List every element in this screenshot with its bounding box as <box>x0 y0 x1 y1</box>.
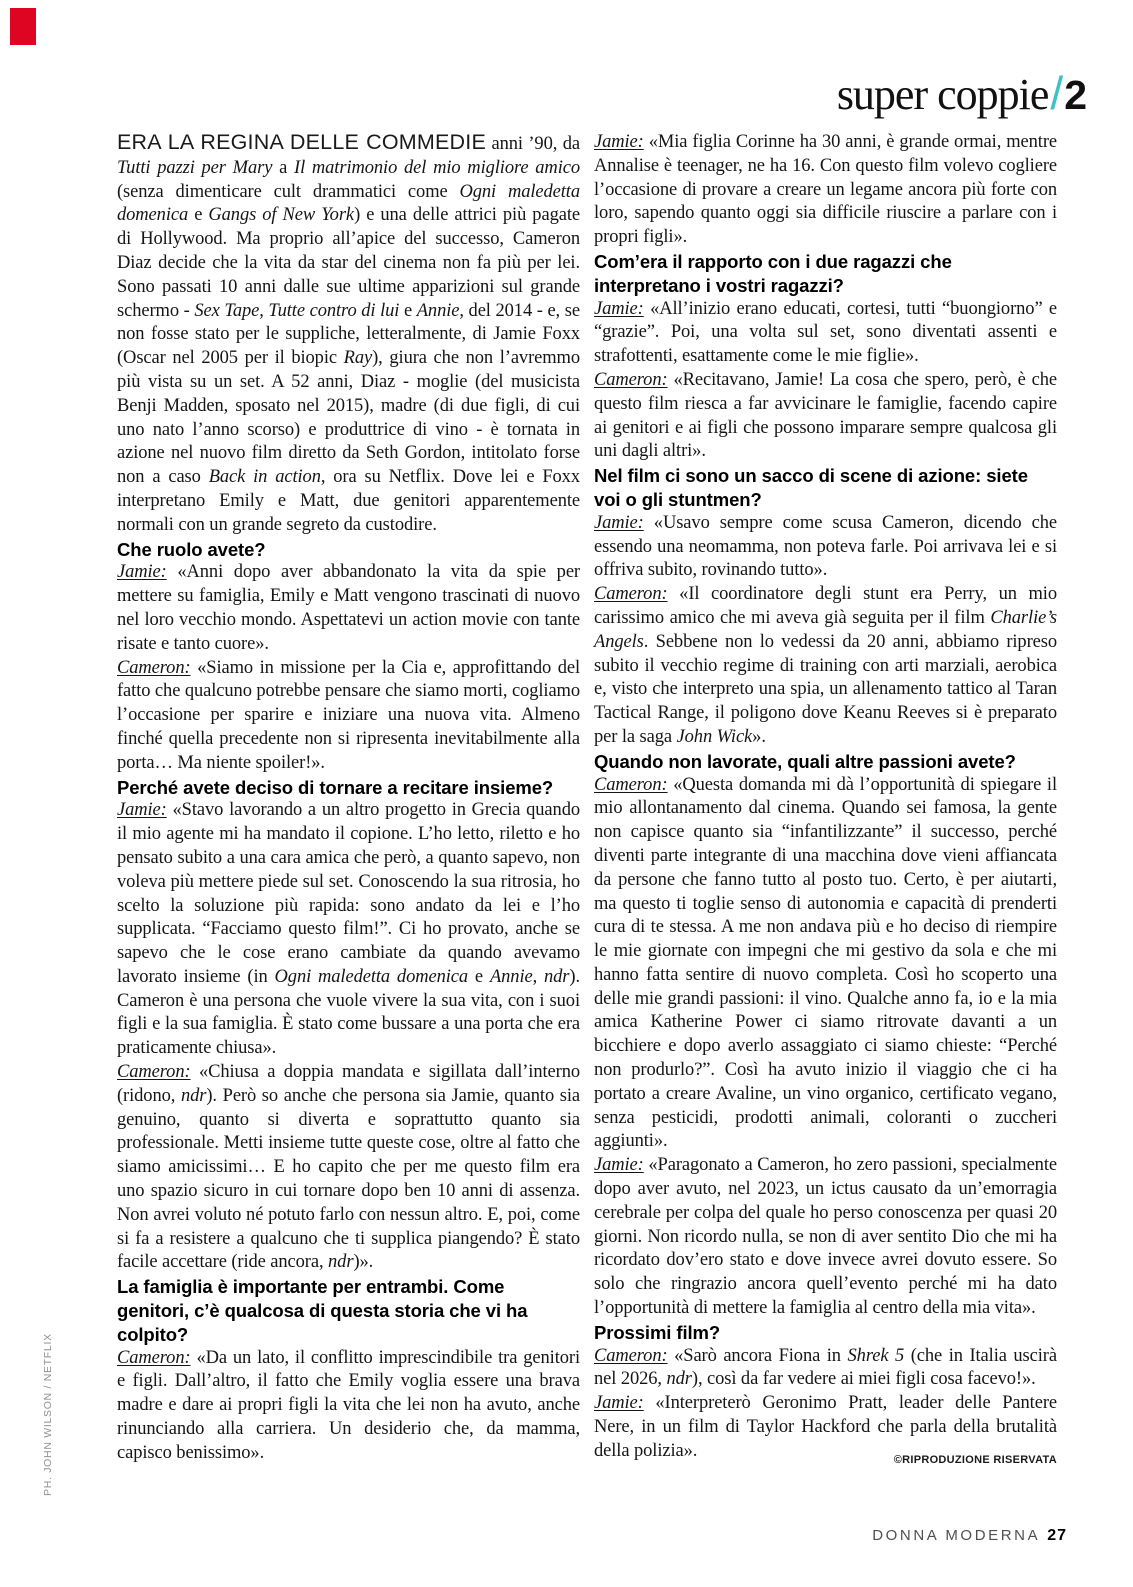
header-title: super coppie <box>836 70 1049 119</box>
interview-answer: Jamie: «All’inizio erano educati, cortesi, tutti “buongiorno” e “grazie”. Poi, una volta sul set, sono diventati assenti e strafottenti, esattamente come le mie figlie». <box>594 298 1057 367</box>
interview-answer: Cameron: «Questa domanda mi dà l’opportunità di spiegare il mio allontanamento dal cinema. Quando sei famosa, la gente non capisce quanto sia “infantilizzante” il successo, perché diventi parte integrante di una macchina dove vieni affiancata da persone che fanno tutto al posto tuo. Certo, è per aiutarti, ma questo ti toglie senso di autonomia e capacità di prenderti cura di te stessa. A me non andava più e ho deciso di riempire le mie giornate con impegni che mi gestivo da sola e che mi hanno fatta sentire di nuovo completa. Così ho scoperto una delle mie grandi passioni: il vino. Qualche anno fa, io e la mia amica Katherine Power ci siamo ritrovate davanti a un bicchiere e dopo averlo assaggiato ci siamo chieste: “Perché non produrlo?”. Così ha avuto inizio il viaggio che ci ha portato a creare Avaline, un vino organico, certificato vegano, senza pesticidi, prodotti animali, coloranti o zuccheri aggiunti». <box>594 774 1057 1152</box>
speaker-name: Jamie: <box>594 298 644 319</box>
article-left-column <box>117 131 580 1473</box>
interview-answer: Cameron: «Il coordinatore degli stunt era Perry, un mio carissimo amico che mi aveva già seguita per il film Charlie’s Angels. Sebbene non lo vedessi da 20 anni, abbiamo ripreso subito il vecchio regime di training con arti marziali, aerobica e, visto che interpreto una spia, un allenamento tattico al Taran Tactical Range, il poligono dove Keanu Reeves si è preparato per la saga John Wick». <box>594 584 1057 747</box>
header-issue-number: 2 <box>1064 72 1087 118</box>
speaker-name: Jamie: <box>594 1155 644 1176</box>
page-footer <box>872 1527 1067 1545</box>
speaker-name: Jamie: <box>594 512 644 533</box>
speaker-name: Jamie: <box>117 800 167 821</box>
article-body <box>117 131 1057 1473</box>
interview-answer: Jamie: «Mia figlia Corinne ha 30 anni, è grande ormai, mentre Annalise è teenager, ne ha 16. Con questo film volevo cogliere l’occasione di provare a creare un legame ancora più forte con loro, sapendo quanto oggi sia difficile riuscire a parlare con i propri figli». <box>594 132 1057 248</box>
interview-question: Perché avete deciso di tornare a recitare insieme? <box>117 776 554 798</box>
interview-answer: Jamie: «Anni dopo aver abbandonato la vita da spie per mettere su famiglia, Emily e Matt vengono trascinati di nuovo nel loro vecchio mondo. Aspettatevi un action movie con tante risate e tanto cuore». <box>117 562 580 654</box>
magazine-name: DONNA MODERNA <box>872 1527 1041 1544</box>
interview-answer: Cameron: «Chiusa a doppia mandata e sigillata dall’interno (ridono, ndr). Però so anche che persona sia Jamie, quanto sia genuino, quanto si diverta e soprattutto quanto sia professionale. Metti insieme tutte queste cose, oltre al fatto che siamo amicissimi… E ho capito che per me questo film era uno spazio sicuro in cui tornare dopo ben 10 anni di assenza. Non avrei voluto né potuto farlo con nessun altro. E, poi, come si fa a resistere a qualcuno che ti supplica piangendo? È stato facile accettare (ride ancora, ndr)». <box>117 1062 581 1273</box>
interview-answer: Jamie: «Paragonato a Cameron, ho zero passioni, specialmente dopo aver avuto, nel 2023, un ictus causato da un’emorragia cerebrale per colpa del quale ho perso conoscenza per quasi 20 giorni. Non ricordo nulla, se non di aver sentito Dio che mi ha ricordato dov’ero stato e dove invece avrei dovuto essere. So solo che ringrazio ancora quell’evento perché mi ha dato l’opportunità di mettere la famiglia al centro della mia vita». <box>594 1155 1057 1319</box>
interview-question: Quando non lavorate, quali altre passioni avete? <box>594 750 1016 772</box>
interview-question: Nel film ci sono un sacco di scene di azione: siete voi o gli stuntmen? <box>594 465 1028 510</box>
interview-question: Com’era il rapporto con i due ragazzi che interpretano i vostri ragazzi? <box>594 250 952 296</box>
interview-answer: Jamie: «Stavo lavorando a un altro progetto in Grecia quando il mio agente mi ha mandato il copione. L’ho letto, riletto e ho pensato subito a una cara amica che però, a quanto sapevo, non voleva più mettere piede sul set. Conoscendo la sua ritrosia, ho scelto la soluzione più rapida: sono andato da lei e l’ho supplicata. “Facciamo questo film!”. Ci ho provato, anche se sapevo che le cose erano cambiate da quando avevamo lavorato insieme (in Ogni maledetta domenica e Annie, ndr). Cameron è una persona che vuole vivere la sua vita, con i suoi figli e la sua famiglia. È stato come bussare a una porta che era praticamente chiusa». <box>117 800 580 1059</box>
speaker-name: Jamie: <box>594 1393 644 1414</box>
section-corner-mark <box>10 8 36 45</box>
interview-question: Prossimi film? <box>594 1321 721 1343</box>
page-number: 27 <box>1047 1527 1067 1544</box>
speaker-name: Jamie: <box>117 562 167 583</box>
speaker-name: Cameron: <box>594 584 668 605</box>
interview-answer: Jamie: «Usavo sempre come scusa Cameron, dicendo che essendo una neomamma, non poteva farle. Poi arrivava lei e si offriva subito, rovinando tutto». <box>594 512 1057 581</box>
speaker-name: Cameron: <box>117 657 191 678</box>
photo-credit: PH. JOHN WILSON / NETFLIX <box>42 1333 54 1496</box>
intro-paragraph: ERA LA REGINA DELLE COMMEDIE anni ’90, da Tutti pazzi per Mary a Il matrimonio del mio migliore amico (senza dimenticare cult drammatici come Ogni maledetta domenica e Gangs of New York) e una delle attrici più pagate di Hollywood. Ma proprio all’apice del successo, Cameron Diaz decide che la vita da star del cinema non fa più per lei. Sono passati 10 anni dalle sue ultime apparizioni sul grande schermo - Sex Tape, Tutte contro di lui e Annie, del 2014 - e, se non fosse stato per le suppliche, letteralmente, di Jamie Foxx (Oscar nel 2005 per il biopic Ray), giura che non l’avremmo più vista su un set. A 52 anni, Diaz - moglie (del musicista Benji Madden, sposato nel 2015), madre (di due figli, di cui uno nato l’anno scorso) e produttrice di vino - è tornata in azione nel nuovo film diretto da Seth Gordon, intitolato forse non a caso Back in action, ora su Netflix. Dove lei e Foxx interpretano Emily e Matt, due genitori apparentemente normali con un grande segreto da custodire. <box>117 130 580 535</box>
speaker-name: Jamie: <box>594 132 644 152</box>
interview-answer: Cameron: «Siamo in missione per la Cia e, approfittando del fatto che qualcuno potrebbe pensare che siamo morti, cogliamo l’occasione per sparire e iniziare una nuova vita. Almeno finché quella precedente non si ripresenta inevitabilmente alla porta… Ma niente spoiler!». <box>117 657 580 773</box>
speaker-name: Cameron: <box>594 1345 668 1366</box>
page-header <box>837 66 1087 120</box>
interview-answer: Cameron: «Recitavano, Jamie! La cosa che spero, però, è che questo film riesca a far avvicinare le famiglie, facendo capire ai genitori e ai figli che possono imparare sempre qualcosa gli uni dagli altri». <box>594 369 1057 462</box>
interview-answer: Cameron: «Sarò ancora Fiona in Shrek 5 (che in Italia uscirà nel 2026, ndr), così da far vedere ai miei figli cosa facevo!». <box>594 1345 1057 1390</box>
interview-answer: Cameron: «Da un lato, il conflitto imprescindibile tra genitori e figli. Dall’altro, il fatto che Emily voglia essere una brava madre e dare ai propri figli la vita che lei non ha avuto, anche rinunciando alla carriera. Un desiderio che, da mamma, capisco benissimo». <box>117 1347 580 1463</box>
article-right-column <box>594 131 1057 1473</box>
speaker-name: Cameron: <box>117 1347 191 1368</box>
speaker-name: Cameron: <box>594 369 668 390</box>
interview-question: La famiglia è importante per entrambi. Come genitori, c’è qualcosa di questa storia che vi ha colpito? <box>117 1276 528 1345</box>
speaker-name: Cameron: <box>594 774 668 795</box>
copyright-notice: ©RIPRODUZIONE RISERVATA <box>893 1453 1057 1466</box>
interview-answer: Jamie: «Interpreterò Geronimo Pratt, leader delle Pantere Nere, in un film di Taylor Hackford che parla della brutalità della polizia». ©RIPRODUZIONE RISERVATA <box>594 1392 1057 1463</box>
interview-question: Che ruolo avete? <box>117 538 266 560</box>
header-slash: / <box>1050 67 1064 119</box>
speaker-name: Cameron: <box>117 1062 191 1083</box>
